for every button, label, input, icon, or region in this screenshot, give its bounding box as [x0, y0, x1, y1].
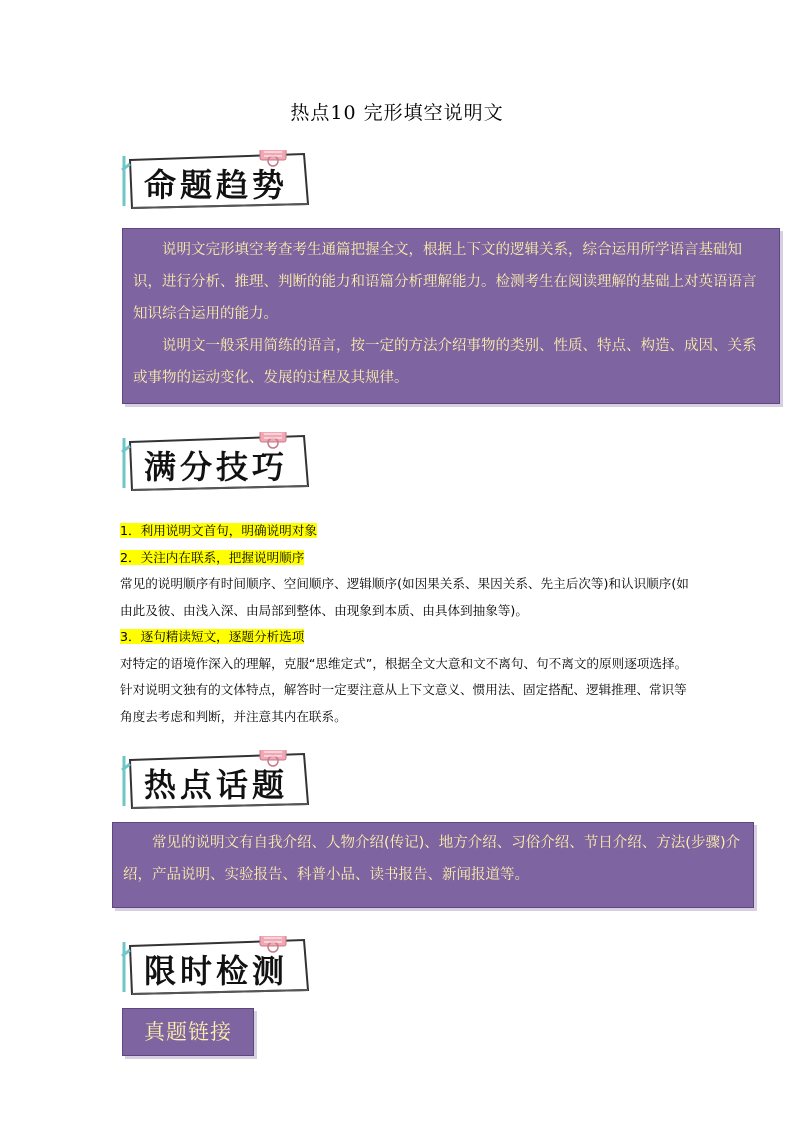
banner-title: 满分技巧 [144, 448, 289, 486]
skill-body: 对特定的语境作深入的理解，克服“思维定式”，根据全文大意和文不离句、句不离文的原则逐项选择。针对说明文独有的文体特点，解答时一定要注意从上下文意义、惯用法、固定搭配、逻辑推理、常识等角度去考虑和判断，并注意其内在联系。 [120, 655, 688, 724]
banner-title: 热点话题 [144, 766, 289, 804]
skill-title: 1．利用说明文首句，明确说明对象 [120, 523, 317, 538]
topics-box [112, 822, 754, 908]
real-questions-label: 真题链接 [122, 1008, 254, 1056]
banner-topics [118, 750, 314, 812]
trend-paragraph: 说明文完形填空考查考生通篇把握全文，根据上下文的逻辑关系，综合运用所学语言基础知识，进行分析、推理、判断的能力和语篇分析理解能力。检测考生在阅读理解的基础上对英语语言知识综合运用的能力。 [133, 242, 757, 322]
page-title: 热点10 完形填空说明文 [290, 102, 504, 124]
banner-skills [118, 432, 314, 494]
skill-body: 常见的说明顺序有时间顺序、空间顺序、逻辑顺序(如因果关系、果因关系、先主后次等)和认识顺序(如由此及彼、由浅入深、由局部到整体、由现象到本质、由具体到抽象等)。 [120, 576, 689, 618]
topics-text: 常见的说明文有自我介绍、人物介绍(传记)、地方介绍、习俗介绍、节日介绍、方法(步骤)介绍，产品说明、实验报告、科普小品、读书报告、新闻报道等。 [123, 835, 741, 883]
banner-title: 命题趋势 [144, 166, 289, 204]
skill-title: 3．逐句精读短文，逐题分析选项 [120, 629, 305, 644]
banner-title: 限时检测 [144, 952, 289, 990]
trend-box [122, 228, 780, 404]
banner-test [118, 936, 314, 998]
skills-list [120, 518, 690, 730]
skill-title: 2．关注内在联系，把握说明顺序 [120, 549, 305, 565]
banner-trend [118, 150, 314, 212]
trend-paragraph: 说明文一般采用简练的语言，按一定的方法介绍事物的类别、性质、特点、构造、成因、关系或事物的运动变化、发展的过程及其规律。 [133, 338, 757, 386]
